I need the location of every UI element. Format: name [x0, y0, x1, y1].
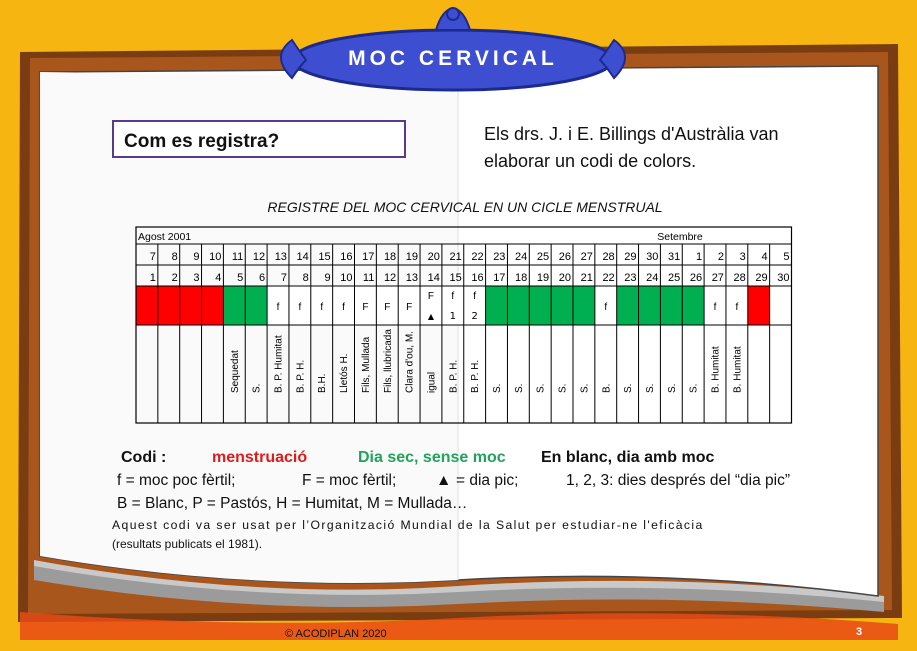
cycle-day-cell: 6	[258, 272, 266, 284]
intro-line-2: elaborar un codi de colors.	[484, 151, 697, 171]
cycle-day-cell: 25	[668, 272, 681, 284]
mucus-mark: f	[451, 291, 455, 302]
mucus-mark-sub: 1	[449, 311, 457, 322]
mucus-mark: f	[298, 302, 302, 313]
day-color-cell	[748, 286, 770, 325]
description-cell: Clara d'ou, M.	[404, 331, 416, 393]
section-heading-box	[112, 120, 406, 158]
description-cell: Sequedat	[229, 350, 241, 393]
description-cell: B. Humitat	[732, 346, 744, 393]
page-number: 3	[856, 626, 863, 638]
description-cell: S.	[666, 383, 678, 393]
description-cell: S.	[644, 383, 656, 393]
mucus-mark: f	[276, 302, 280, 313]
date-cell: 18	[383, 251, 397, 263]
cycle-day-cell: 9	[324, 272, 331, 284]
legend-abbreviations: B = Blanc, P = Pastós, H = Humitat, M = Mullada…	[117, 495, 468, 512]
description-cell: Lletós H.	[339, 353, 351, 393]
page-title: MOC CERVICAL	[348, 47, 558, 70]
day-color-cell	[180, 286, 202, 325]
legend-peak: = dia pic;	[456, 472, 519, 489]
day-color-cell	[223, 286, 245, 325]
cycle-day-cell: 11	[362, 272, 375, 284]
date-cell: 16	[340, 251, 353, 263]
day-color-cell	[617, 286, 639, 325]
cycle-day-cell: 17	[493, 272, 506, 284]
description-cell: S.	[535, 383, 547, 393]
description-cell: S.	[579, 383, 591, 393]
date-cell: 27	[580, 251, 593, 263]
copyright: © ACODIPLAN 2020	[285, 628, 387, 640]
date-cell: 22	[471, 251, 484, 263]
day-color-cell	[551, 286, 573, 325]
day-color-cell	[245, 286, 267, 325]
mucus-mark: f	[473, 291, 477, 302]
cycle-day-cell: 12	[383, 272, 397, 284]
intro-text	[484, 121, 824, 175]
cycle-day-cell: 30	[777, 272, 790, 284]
date-cell: 20	[427, 251, 440, 263]
date-cell: 19	[405, 251, 419, 263]
cycle-day-cell: 7	[280, 272, 287, 284]
mucus-mark: F	[406, 302, 413, 313]
day-color-cell	[136, 286, 158, 325]
legend-dry-day: Dia sec, sense moc	[358, 449, 506, 466]
cycle-day-cell: 23	[624, 272, 637, 284]
day-color-cell	[682, 286, 704, 325]
date-cell: 15	[318, 251, 331, 263]
day-color-cell	[639, 286, 661, 325]
cycle-day-cell: 10	[340, 272, 353, 284]
cycle-day-cell: 16	[471, 272, 484, 284]
date-cell: 17	[362, 251, 375, 263]
date-cell: 13	[274, 251, 287, 263]
date-cell: 9	[193, 251, 200, 263]
cycle-day-cell: 13	[405, 272, 419, 284]
description-cell: B. P. H.	[470, 359, 482, 393]
cycle-day-cell: 1	[149, 272, 156, 284]
date-cell: 24	[515, 251, 528, 263]
description-cell: S.	[688, 383, 700, 393]
cycle-day-cell: 18	[515, 272, 528, 284]
cycle-day-cell: 24	[646, 272, 659, 284]
cycle-day-cell: 15	[449, 272, 462, 284]
date-cell: 29	[624, 251, 637, 263]
intro-line-1: Els drs. J. i E. Billings d'Austràlia van	[484, 124, 779, 144]
day-color-cell	[573, 286, 595, 325]
day-color-cell	[507, 286, 529, 325]
description-cell: S.	[513, 383, 525, 393]
mucus-mark: f	[604, 302, 608, 313]
description-cell: S.	[557, 383, 569, 393]
month-label-next: Setembre	[657, 231, 703, 243]
date-cell: 10	[209, 251, 222, 263]
peak-triangle-icon: ▲	[436, 472, 452, 489]
date-cell: 3	[739, 251, 746, 263]
legend-f-low: f = moc poc fèrtil;	[117, 472, 236, 489]
legend-f-high: F = moc fèrtil;	[302, 472, 397, 489]
day-color-cell	[660, 286, 682, 325]
description-cell: B. Humitat	[710, 346, 722, 393]
who-note: Aquest codi va ser usat per l’Organització Mundial de la Salut per estudiar-ne l'eficàcia	[112, 518, 704, 532]
description-cell: B. P. H.	[448, 359, 460, 393]
mucus-mark: f	[713, 302, 717, 313]
mucus-mark: f	[320, 302, 324, 313]
day-color-cell	[486, 286, 508, 325]
register-title: REGISTRE DEL MOC CERVICAL EN UN CICLE MENSTRUAL	[267, 199, 663, 215]
mucus-mark: F	[427, 291, 435, 302]
legend-menstruation: menstruació	[212, 449, 308, 466]
date-cell: 2	[717, 251, 724, 263]
cycle-day-cell: 8	[302, 272, 309, 284]
cycle-day-cell: 29	[755, 272, 768, 284]
cycle-day-cell: 20	[558, 272, 571, 284]
mucus-mark: F	[384, 302, 391, 313]
day-color-cell	[158, 286, 180, 325]
mucus-mark-sub: 2	[471, 311, 478, 322]
description-cell: B.H.	[317, 373, 329, 393]
cycle-day-cell: 26	[689, 272, 703, 284]
description-cell: Fils, llubricada	[382, 329, 394, 393]
mucus-mark: f	[342, 302, 345, 313]
cycle-day-cell: 2	[171, 272, 178, 284]
cycle-day-cell: 19	[536, 272, 550, 284]
date-cell: 26	[558, 251, 571, 263]
cycle-day-cell: 28	[733, 272, 746, 284]
date-cell: 8	[171, 251, 178, 263]
cycle-day-cell: 5	[237, 272, 244, 284]
date-cell: 5	[783, 251, 790, 263]
date-cell: 23	[493, 251, 506, 263]
description-cell: B. P. H.	[295, 359, 307, 393]
description-cell: B. P. Humitat	[273, 335, 285, 393]
date-cell: 21	[449, 251, 462, 263]
results-note: (resultats publicats el 1981).	[112, 537, 263, 551]
description-cell: S.	[492, 383, 504, 393]
legend-days-after: 1, 2, 3: dies després del “dia pic”	[566, 472, 791, 489]
cycle-day-cell: 21	[580, 272, 593, 284]
cycle-day-cell: 4	[215, 272, 222, 284]
date-cell: 12	[252, 251, 266, 263]
date-cell: 25	[536, 251, 550, 263]
date-cell: 14	[296, 251, 309, 263]
cycle-day-cell: 27	[711, 272, 724, 284]
date-cell: 4	[761, 251, 768, 263]
cycle-day-cell: 3	[193, 272, 200, 284]
cycle-day-cell: 14	[427, 272, 440, 284]
date-cell: 11	[231, 251, 244, 263]
date-cell: 28	[602, 251, 615, 263]
date-cell: 1	[695, 251, 703, 263]
mucus-mark: f	[735, 302, 739, 313]
date-cell: 31	[668, 251, 681, 263]
description-cell: Fils, Mullada	[360, 336, 372, 393]
legend-codi: Codi :	[121, 449, 167, 466]
description-cell: igual	[426, 371, 438, 393]
description-cell: S.	[251, 383, 263, 393]
day-color-cell	[529, 286, 551, 325]
cycle-day-cell: 22	[602, 272, 615, 284]
cycle-register-table	[134, 225, 796, 425]
mucus-mark-sub: ▲	[427, 312, 435, 321]
legend-mucus-day: En blanc, dia amb moc	[541, 449, 715, 466]
day-color-cell	[770, 286, 792, 325]
date-cell: 30	[646, 251, 659, 263]
month-label-start: Agost 2001	[138, 231, 192, 243]
section-heading: Com es registra?	[124, 131, 280, 152]
day-color-cell	[202, 286, 224, 325]
description-cell: S.	[623, 383, 635, 393]
description-cell: B.	[601, 383, 613, 393]
mucus-mark: F	[362, 302, 369, 313]
date-cell: 7	[149, 251, 156, 263]
